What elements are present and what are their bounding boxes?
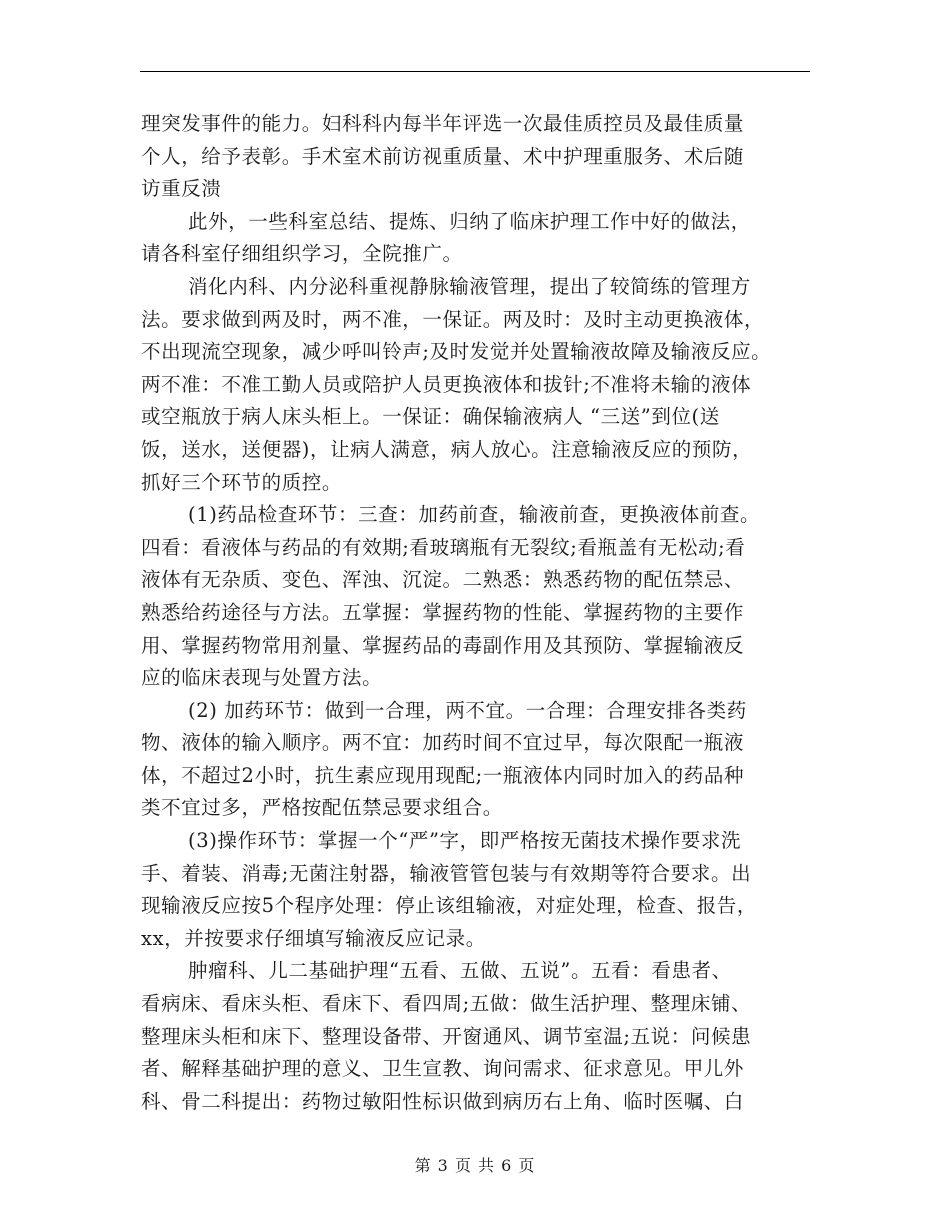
text-line: 消化内科、内分泌科重视静脉输液管理，提出了较简练的管理方 xyxy=(188,274,751,298)
text-line: 法。要求做到两及时，两不准，一保证。两及时：及时主动更换液体， xyxy=(141,307,765,331)
text-line: 液体有无杂质、变色、浑浊、沉淀。二熟悉：熟悉药物的配伍禁忌、 xyxy=(141,568,745,592)
paragraph xyxy=(141,206,813,271)
text-line: (3)操作环节：掌握一个“严”字，即严格按无菌技术操作要求洗 xyxy=(188,829,742,853)
text-line: (2) 加药环节：做到一合理，两不宜。一合理：合理安排各类药 xyxy=(188,698,747,722)
text-line: 类不宜过多，严格按配伍禁忌要求组合。 xyxy=(141,796,503,820)
text-line: 不出现流空现象，减少呼叫铃声;及时发觉并处置输液故障及输液反应。 xyxy=(141,340,772,364)
text-line: 访重反溃 xyxy=(141,177,222,201)
text-line: 此外，一些科室总结、提炼、归纳了临床护理工作中好的做法， xyxy=(188,209,751,233)
text-line: 者、解释基础护理的意义、卫生宣教、询问需求、征求意见。甲儿外 xyxy=(141,1057,745,1081)
paragraph xyxy=(141,271,813,499)
text-line: 科、骨二科提出：药物过敏阳性标识做到病历右上角、临时医嘱、白 xyxy=(141,1089,745,1113)
text-line: 饭，送水，送便器)，让病人满意，病人放心。注意输液反应的预防， xyxy=(141,437,753,461)
text-line: 体，不超过2小时，抗生素应现用现配;一瓶液体内同时加入的药品种 xyxy=(141,763,745,787)
text-line: 肿瘤科、儿二基础护理“五看、五做、五说”。五看：看患者、 xyxy=(188,959,732,983)
text-line: 整理床头柜和床下、整理设备带、开窗通风、调节室温;五说：问候患 xyxy=(141,1024,752,1048)
text-line: 应的临床表现与处置方法。 xyxy=(141,666,383,690)
document-body xyxy=(141,108,813,1118)
text-line: 四看：看液体与药品的有效期;看玻璃瓶有无裂纹;看瓶盖有无松动;看 xyxy=(141,535,746,559)
text-line: 个人，给予表彰。手术室术前访视重质量、术中护理重服务、术后随 xyxy=(141,144,745,168)
text-line: 手、着装、消毒;无菌注射器，输液管管包装与有效期等符合要求。出 xyxy=(141,861,752,885)
text-line: 物、液体的输入顺序。两不宜：加药时间不宜过早，每次限配一瓶液 xyxy=(141,731,745,755)
paragraph xyxy=(141,108,813,206)
paragraph xyxy=(141,825,813,955)
paragraph xyxy=(141,955,813,1118)
page-number-footer: 第 3 页 共 6 页 xyxy=(414,1156,536,1175)
text-line: 看病床、看床头柜、看床下、看四周;五做：做生活护理、整理床铺、 xyxy=(141,992,752,1016)
paragraph xyxy=(141,695,813,825)
text-line: 请各科室仔细组织学习，全院推广。 xyxy=(141,242,463,266)
text-line: 熟悉给药途径与方法。五掌握：掌握药物的性能、掌握药物的主要作 xyxy=(141,600,745,624)
text-line: 抓好三个环节的质控。 xyxy=(141,470,343,494)
text-line: 两不准：不准工勤人员或陪护人员更换液体和拔针;不准将未输的液体 xyxy=(141,372,752,396)
paragraph xyxy=(141,499,813,695)
text-line: 现输液反应按5个程序处理：停止该组输液，对症处理，检查、报告， xyxy=(141,894,758,918)
text-line: xx，并按要求仔细填写输液反应记录。 xyxy=(141,926,486,950)
text-line: 用、掌握药物常用剂量、掌握药品的毒副作用及其预防、掌握输液反 xyxy=(141,633,745,657)
text-line: (1)药品检查环节：三查：加药前查，输液前查，更换液体前查。 xyxy=(188,503,761,527)
text-line: 或空瓶放于病人床头柜上。一保证：确保输液病人 “三送”到位(送 xyxy=(141,405,720,429)
header-rule xyxy=(140,71,810,72)
text-line: 理突发事件的能力。妇科科内每半年评选一次最佳质控员及最佳质量 xyxy=(141,112,745,135)
